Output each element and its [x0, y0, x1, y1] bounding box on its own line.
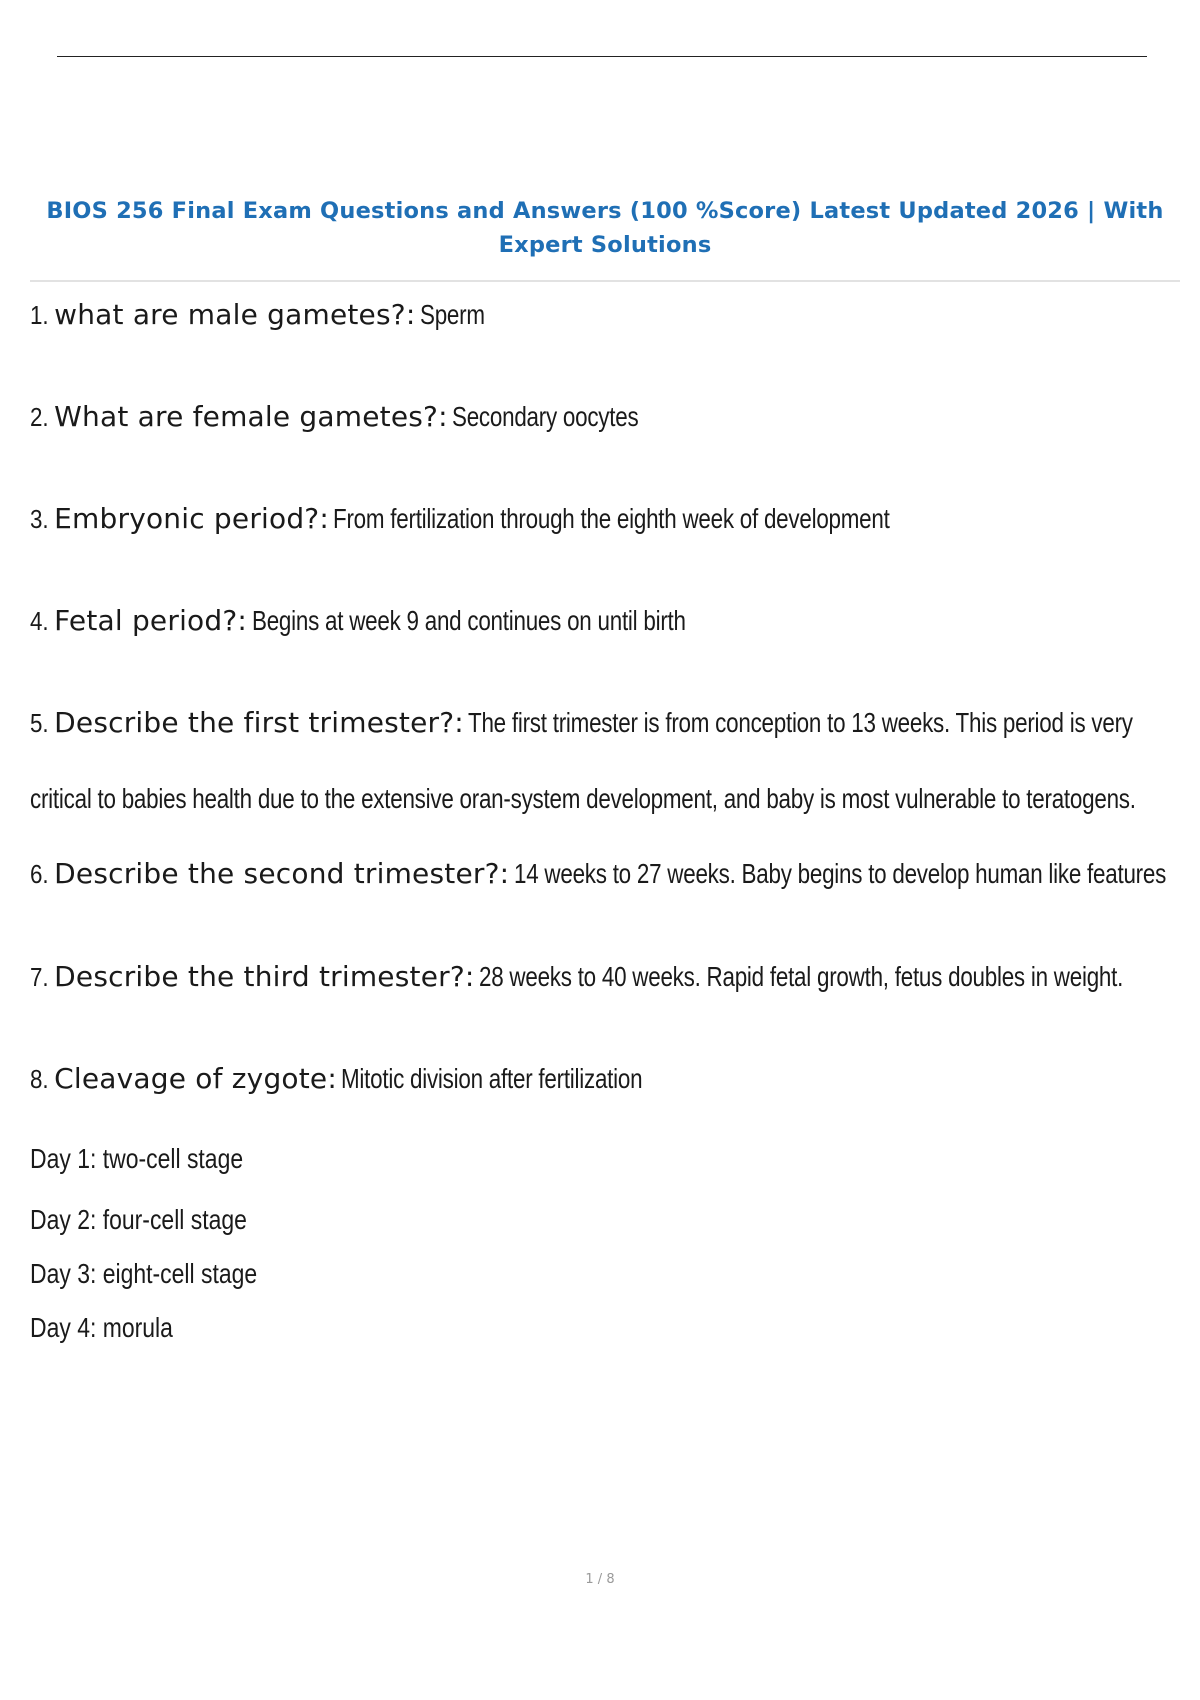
- answer-text: Sperm: [419, 299, 485, 330]
- day-list-item: Day 3: eight-cell stage: [30, 1258, 258, 1289]
- page-number: 1 / 8: [585, 1572, 615, 1587]
- item-number: 7.: [30, 962, 49, 992]
- day-list-item: Day 1: two-cell stage: [30, 1143, 244, 1174]
- answer-text: The first trimester is from conception to 13 weeks. This period is very: [468, 707, 1134, 738]
- item-number: 5.: [30, 708, 49, 738]
- answer-text: Mitotic division after fertilization: [341, 1063, 643, 1094]
- question-text: Describe the third trimester?:: [54, 960, 475, 993]
- answer-text: 14 weeks to 27 weeks. Baby begins to develop human like features: [513, 858, 1166, 889]
- qa-item-5: [30, 706, 1180, 739]
- question-text: Cleavage of zygote:: [54, 1062, 337, 1095]
- item-number: 8.: [30, 1064, 49, 1094]
- item-number: 3.: [30, 504, 49, 534]
- title-divider: [30, 280, 1180, 282]
- document-title: BIOS 256 Final Exam Questions and Answers (100 %Score) Latest Updated 2026 | With Expert Solutions: [46, 198, 1164, 258]
- item-number: 2.: [30, 402, 49, 432]
- question-text: what are male gametes?:: [54, 298, 416, 331]
- item-number: 6.: [30, 859, 49, 889]
- item-number: 1.: [30, 300, 49, 330]
- qa-item-4: [30, 604, 1180, 637]
- answer-text: 28 weeks to 40 weeks. Rapid fetal growth, fetus doubles in weight.: [478, 961, 1124, 992]
- day-list-item: Day 4: morula: [30, 1312, 173, 1343]
- qa-item-7: [30, 960, 1180, 993]
- qa-item-8: [30, 1062, 1180, 1095]
- question-text: Describe the first trimester?:: [54, 706, 464, 739]
- question-text: What are female gametes?:: [54, 400, 448, 433]
- qa-item-3: [30, 502, 1180, 535]
- question-text: Embryonic period?:: [54, 502, 330, 535]
- answer-text: From fertilization through the eighth week of development: [333, 503, 891, 534]
- header-rule: [57, 56, 1147, 57]
- qa-item-6: [30, 857, 1180, 890]
- item-number: 4.: [30, 606, 49, 636]
- answer-continuation: critical to babies health due to the extensive oran-system development, and baby is most vulnerable to teratogens.: [30, 783, 1136, 814]
- qa-item-1: [30, 298, 1180, 331]
- answer-text: Begins at week 9 and continues on until birth: [251, 605, 686, 636]
- question-text: Fetal period?:: [54, 604, 248, 637]
- day-list-item: Day 2: four-cell stage: [30, 1204, 247, 1235]
- answer-text: Secondary oocytes: [452, 401, 639, 432]
- question-text: Describe the second trimester?:: [54, 857, 510, 890]
- qa-item-2: [30, 400, 1180, 433]
